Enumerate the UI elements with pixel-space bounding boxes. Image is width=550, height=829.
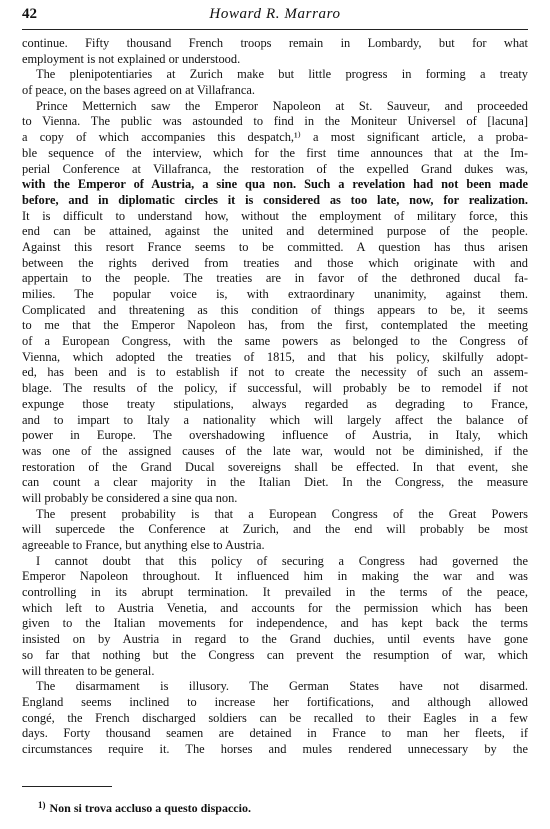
text-line: It is difficult to understand how, without the employment of military force, this: [22, 208, 528, 223]
text-line: restoration of the Grand Ducal sovereigns shall be effected. In that event, she: [22, 459, 528, 474]
text-line: before, and in diplomatic circles it is considered as too late, now, for realization.: [22, 192, 528, 207]
page-number: 42: [22, 6, 37, 22]
text-line: given to the Italian movements for independence, and has kept back the terms: [22, 616, 528, 631]
text-line: controlling in its abrupt termination. It prevailed in the terms of the peace,: [22, 585, 528, 600]
text-line: England seems inclined to increase her fortifications, and although allowed: [22, 694, 528, 709]
text-line: Against this resort France seems to be committed. A question has thus arisen: [22, 239, 528, 254]
header-rule: [22, 29, 528, 30]
text-line: circumstances require it. The horses and mules rendered unnecessary by the: [22, 741, 528, 756]
text-line: employment is not explained or understood.: [22, 51, 241, 66]
text-line: Vienna, which adopted the treaties of 1815, and that his policy, skilfully adopt-: [22, 349, 528, 364]
text-line: The disarmament is illusory. The German States have not disarmed.: [36, 679, 528, 694]
text-line: The present probability is that a European Congress of the Great Powers: [36, 506, 528, 521]
text-line: ble sequence of the interview, which for the first time announces that at the Im-: [22, 145, 528, 160]
text-line: continue. Fifty thousand French troops remain in Lombardy, but for what: [22, 36, 528, 50]
text-line: and to impart to Italy a nationality which will largely affect the balance of: [22, 412, 528, 427]
text-line: of a European Congress, with the same powers as belonged to the Congress of: [22, 334, 528, 349]
text-line: which left to Austria Venetia, and accounts for the permission which has been: [22, 600, 528, 615]
text-line: Prince Metternich saw the Emperor Napoleon at St. Sauveur, and proceeded: [36, 98, 528, 113]
text-line: to Vienna. The public was astounded to find in the Moniteur Universel of [lacuna]: [22, 114, 528, 129]
text-line: was one of the assigned causes of the late war, would not be diminished, if the: [22, 443, 528, 458]
text-line: Complicated and threatening as this condition of things appears to be, it seems: [22, 302, 528, 317]
text-line: milies. The popular voice is, with extraordinary unanimity, against them.: [22, 287, 528, 301]
text-line: expunge those treaty stipulations, always regarded as degrading to France,: [22, 396, 528, 411]
text-line: end can be attained, against the united and determined purpose of the people.: [22, 224, 528, 239]
text-line: will probably be considered a sine qua non.: [22, 490, 238, 505]
footnote-text: Non si trova accluso a questo dispaccio.: [49, 801, 251, 815]
text-line: insisted on by Austria in regard to the Grand duchies, until events have gone: [22, 632, 528, 647]
text-line: can count a clear majority in the Italian Diet. In the Congress, the measure: [22, 475, 528, 490]
text-line: so far that nothing but the Congress can prevent the resumption of war, which: [22, 647, 528, 662]
page-header: [22, 6, 528, 28]
text-line: days. Forty thousand seamen are detained in France to man her fleets, if: [22, 726, 528, 741]
text-line: I cannot doubt that this policy of securing a Congress had governed the: [36, 553, 528, 568]
text-line: with the Emperor of Austria, a sine qua non. Such a revelation had not been made: [22, 177, 528, 192]
text-line: ed, has been and is to establish if not to create the necessity of such an assem-: [22, 365, 528, 380]
text-line: appertain to the people. The treaties are in favor of the dethroned ducal fa-: [22, 271, 528, 286]
text-line: to me that the Emperor Napoleon has, from the first, contemplated the meeting: [22, 318, 528, 333]
body-text: [22, 36, 528, 758]
footnote-marker: 1): [38, 800, 46, 810]
text-line: Emperor Napoleon throughout. It influenced him in making the war and was: [22, 569, 528, 584]
footnote: [38, 800, 251, 816]
text-line: agreeable to France, but anything else to Austria.: [22, 538, 265, 552]
text-line: The plenipotentiaries at Zurich make but little progress in forming a treaty: [36, 67, 528, 82]
text-line: will threaten to be general.: [22, 663, 155, 678]
text-line: a copy of which accompanies this despatch,¹⁾ a most significant article, a proba-: [22, 130, 528, 145]
text-line: between the rights derived from treaties and those which originate with and: [22, 255, 528, 270]
text-line: of peace, on the bases agreed on at Villafranca.: [22, 83, 255, 98]
text-line: power in Europe. The overshadowing influence of Austria, in Italy, which: [22, 428, 528, 443]
text-line: perial Conference at Villafranca, the restoration of the expelled Grand dukes was,: [22, 161, 528, 176]
text-line: congé, the French discharged soldiers can be recalled to their Eagles in a few: [22, 710, 528, 725]
text-line: blage. The results of the policy, if successful, will probably be to remodel if not: [22, 381, 528, 396]
text-line: will supercede the Conference at Zurich, and the end will probably be most: [22, 522, 528, 537]
footnote-rule: [22, 786, 112, 787]
running-head: Howard R. Marraro: [209, 6, 341, 22]
